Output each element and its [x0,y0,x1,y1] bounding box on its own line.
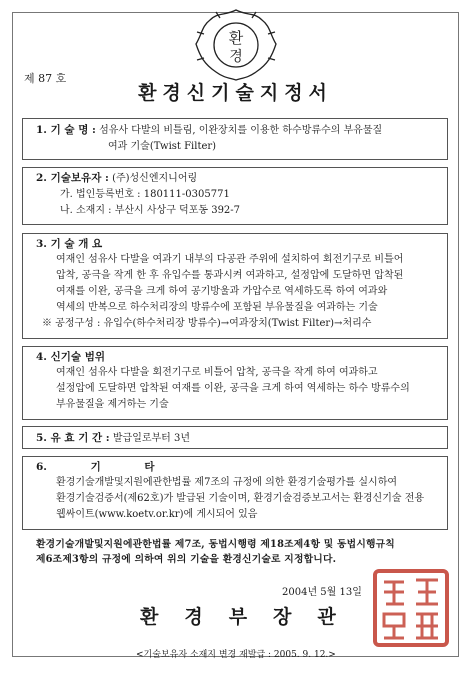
scope-line-1: 여재인 섬유사 다발을 회전기구로 비틀어 압착, 공극을 작게 하여 여과하고 [56,367,378,378]
section-validity [36,430,444,447]
section-scope [36,349,444,413]
tech-name-text-2: 여과 기술(Twist Filter) [108,141,217,152]
decree-statement [36,537,446,567]
overview-line-3: 여재를 이완, 공극을 크게 하여 공기방울과 가압수로 역세하도록 하여 여과와 [56,286,388,297]
other-heading: 6. 기 타 [36,461,155,473]
validity-value: 발급일로부터 3년 [112,433,191,444]
reg-value: 180111-0305771 [143,189,230,200]
decree-line-2: 제6조제3항의 규정에 의하여 위의 기술을 환경신기술로 지정합니다. [36,554,337,565]
section-other [36,459,444,523]
section-tech-name [36,122,444,155]
other-line-2: 환경기술검증서(제62호)가 발급된 기술이며, 환경기술검증보고서는 환경신기술 전용 [56,493,425,504]
scope-line-2: 설정압에 도달하면 압착된 여재를 이완, 공극을 크게 하여 역세하는 하수 방류수의 [56,383,410,394]
certificate-number: 제 87 호 [24,72,67,85]
addr-label: 나. 소재지 : [60,205,112,216]
overview-line-2: 압착, 공극을 작게 한 후 유입수를 통과시켜 여과하고, 설정압에 도달하면 압착된 [56,270,404,281]
overview-line-4: 역세의 반복으로 하수처리장의 방류수에 포함된 부유물질을 여과하는 기술 [56,302,378,313]
reg-label: 가. 법인등록번호 : [60,189,141,200]
document-title: 환경신기술지정서 [138,82,333,104]
section-overview [36,236,444,332]
overview-heading: 3. 기 술 개 요 [36,238,103,250]
other-line-3: 웹싸이트(www.koetv.or.kr)에 게시되어 있음 [56,509,258,520]
holder-name: (주)성신엔지니어링 [112,173,198,184]
footer-note: <기술보유자 소재지 변경 재발급 : 2005. 9. 12.> [136,650,336,660]
tech-name-text-1: 섬유사 다발의 비틀림, 이완장치를 이용한 하수방류수의 부유물질 [99,125,383,136]
issue-date: 2004년 5월 13일 [282,587,362,598]
holder-heading: 2. 기술보유자 : [36,172,109,184]
validity-label: 5. 유 효 기 간 : [36,432,110,444]
scope-line-3: 부유물질을 제거하는 기술 [56,399,169,410]
section-holder [36,170,444,219]
overview-line-1: 여재인 섬유사 다발을 여과기 내부의 다공관 주위에 설치하여 회전기구로 비틀어 [56,254,404,265]
decree-line-1: 환경기술개발및지원에관한법률 제7조, 동법시행령 제18조제4항 및 동법시행규칙 [36,539,395,550]
other-line-1: 환경기술개발및지원에관한법률 제7조의 규정에 의한 환경기술평가를 실시하여 [56,477,398,488]
emblem-char-1: 환 [228,29,244,47]
tech-name-label: 1. 기 술 명 : [36,124,96,136]
government-emblem [190,6,282,84]
official-seal-stamp [372,568,450,648]
scope-heading: 4. 신기술 범위 [36,351,105,363]
emblem-char-2: 경 [229,49,243,65]
addr-value: 부산시 사상구 덕포동 392-7 [114,205,241,216]
process-line: ※ 공정구성 : 유입수(하수처리장 방류수)→여과장치(Twist Filter)→처리수 [42,318,372,329]
issuer-title: 환경부장관 [140,606,362,628]
